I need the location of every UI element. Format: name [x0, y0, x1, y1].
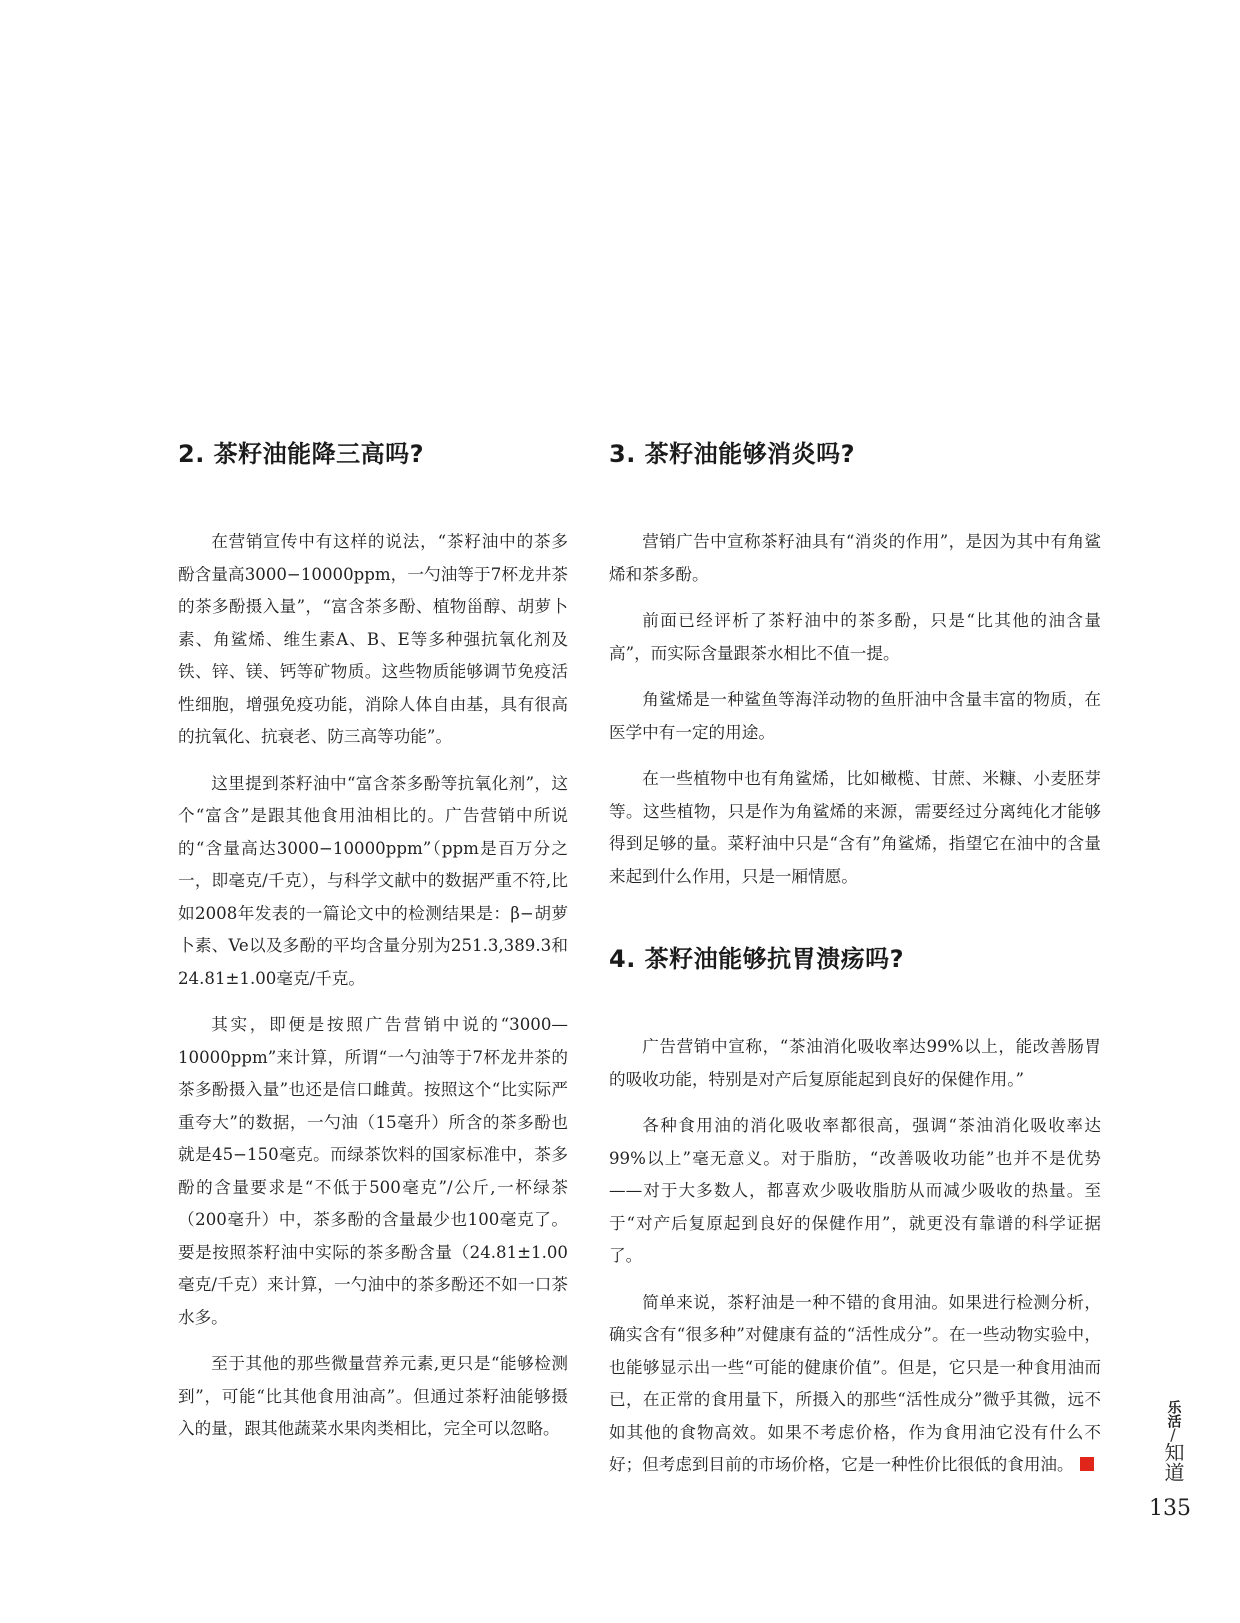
folio-section-big: 知道: [1161, 1442, 1185, 1482]
heading-spacer: [609, 975, 1101, 1031]
left-column: [178, 438, 568, 1460]
paragraph: 广告营销中宣称，“茶油消化吸收率达99%以上，能改善肠胃的吸收功能，特别是对产后复原能起到良好的保健作用。”: [609, 1037, 1101, 1089]
paragraph: 这里提到茶籽油中“富含茶多酚等抗氧化剂”，这个“富含”是跟其他食用油相比的。广告营销中所说的“含量高达3000−10000ppm”（ppm是百万分之一，即毫克/千克），与科学文献中的数据严重不符,比如2008年发表的一篇论文中的检测结果是：β−胡萝卜素、Ve以及多酚的平均含量分别为251.3,389.3和24.81±1.00毫克/千克。: [178, 773, 568, 988]
end-mark-square-icon: [1080, 1457, 1094, 1471]
heading-spacer: [609, 470, 1101, 526]
page-number: 135: [1149, 1496, 1191, 1521]
paragraph: 营销广告中宣称茶籽油具有“消炎的作用”，是因为其中有角鲨烯和茶多酚。: [609, 532, 1101, 584]
folio-section-small: 乐活: [1165, 1400, 1182, 1428]
final-paragraph-text: 简单来说，茶籽油是一种不错的食用油。如果进行检测分析，确实含有“很多种”对健康有益的“活性成分”。在一些动物实验中，也能够显示出一些“可能的健康价值”。但是，它只是一种食用油而已，在正常的食用量下，所摄入的那些“活性成分”微乎其微，远不如其他的食物高效。如果不考虑价格，作为食用油它没有什么不好；但考虑到目前的市场价格，它是一种性价比很低的食用油。: [609, 1292, 1101, 1474]
heading-spacer: [178, 470, 568, 526]
paragraph: 在一些植物中也有角鲨烯，比如橄榄、甘蔗、米糠、小麦胚芽等。这些植物，只是作为角鲨烯的来源，需要经过分离纯化才能够得到足够的量。菜籽油中只是“含有”角鲨烯，指望它在油中的含量来起到什么作用，只是一厢情愿。: [609, 769, 1101, 886]
paragraph: 前面已经评析了茶籽油中的茶多酚，只是“比其他的油含量高”，而实际含量跟茶水相比不值一提。: [609, 611, 1101, 663]
paragraph: 角鲨烯是一种鲨鱼等海洋动物的鱼肝油中含量丰富的物质，在医学中有一定的用途。: [609, 690, 1101, 742]
paragraph: 在营销宣传中有这样的说法，“茶籽油中的茶多酚含量高3000−10000ppm，一勺油等于7杯龙井茶的茶多酚摄入量”，“富含茶多酚、植物甾醇、胡萝卜素、角鲨烯、维生素A、B、E等多种强抗氧化剂及铁、锌、镁、钙等矿物质。这些物质能够调节免疫活性细胞，增强免疫功能，消除人体自由基，具有很高的抗氧化、抗衰老、防三高等功能”。: [178, 532, 568, 746]
paragraph: 各种食用油的消化吸收率都很高，强调“茶油消化吸收率达99%以上”毫无意义。对于脂肪，“改善吸收功能”也并不是优势——对于大多数人，都喜欢少吸收脂肪从而减少吸收的热量。至于“对产后复原起到良好的保健作用”，就更没有靠谱的科学证据了。: [609, 1116, 1101, 1265]
paragraph: 其实，即便是按照广告营销中说的“3000—10000ppm”来计算，所谓“一勺油等于7杯龙井茶的茶多酚摄入量”也还是信口雌黄。按照这个“比实际严重夸大”的数据，一勺油（15毫升）所含的茶多酚也就是45−150毫克。而绿茶饮料的国家标准中，茶多酚的含量要求是“不低于500毫克”/公斤,一杯绿茶（200毫升）中，茶多酚的含量最少也100毫克了。要是按照茶籽油中实际的茶多酚含量（24.81±1.00毫克/千克）来计算，一勺油中的茶多酚还不如一口茶水多。: [178, 1015, 568, 1327]
folio-separator: /: [1170, 1425, 1176, 1444]
section-spacer: [609, 907, 1101, 943]
section-folio: [1158, 1400, 1188, 1482]
section-3-heading: 3. 茶籽油能够消炎吗?: [609, 440, 856, 468]
section-4-heading: 4. 茶籽油能够抗胃溃疡吗?: [609, 945, 905, 973]
paragraph: 至于其他的那些微量营养元素,更只是“能够检测到”，可能“比其他食用油高”。但通过茶籽油能够摄入的量，跟其他蔬菜水果肉类相比，完全可以忽略。: [178, 1354, 568, 1438]
paragraph-final: [609, 1287, 1101, 1482]
right-column: [609, 438, 1101, 1496]
section-2-heading: 2. 茶籽油能降三高吗?: [178, 440, 425, 468]
